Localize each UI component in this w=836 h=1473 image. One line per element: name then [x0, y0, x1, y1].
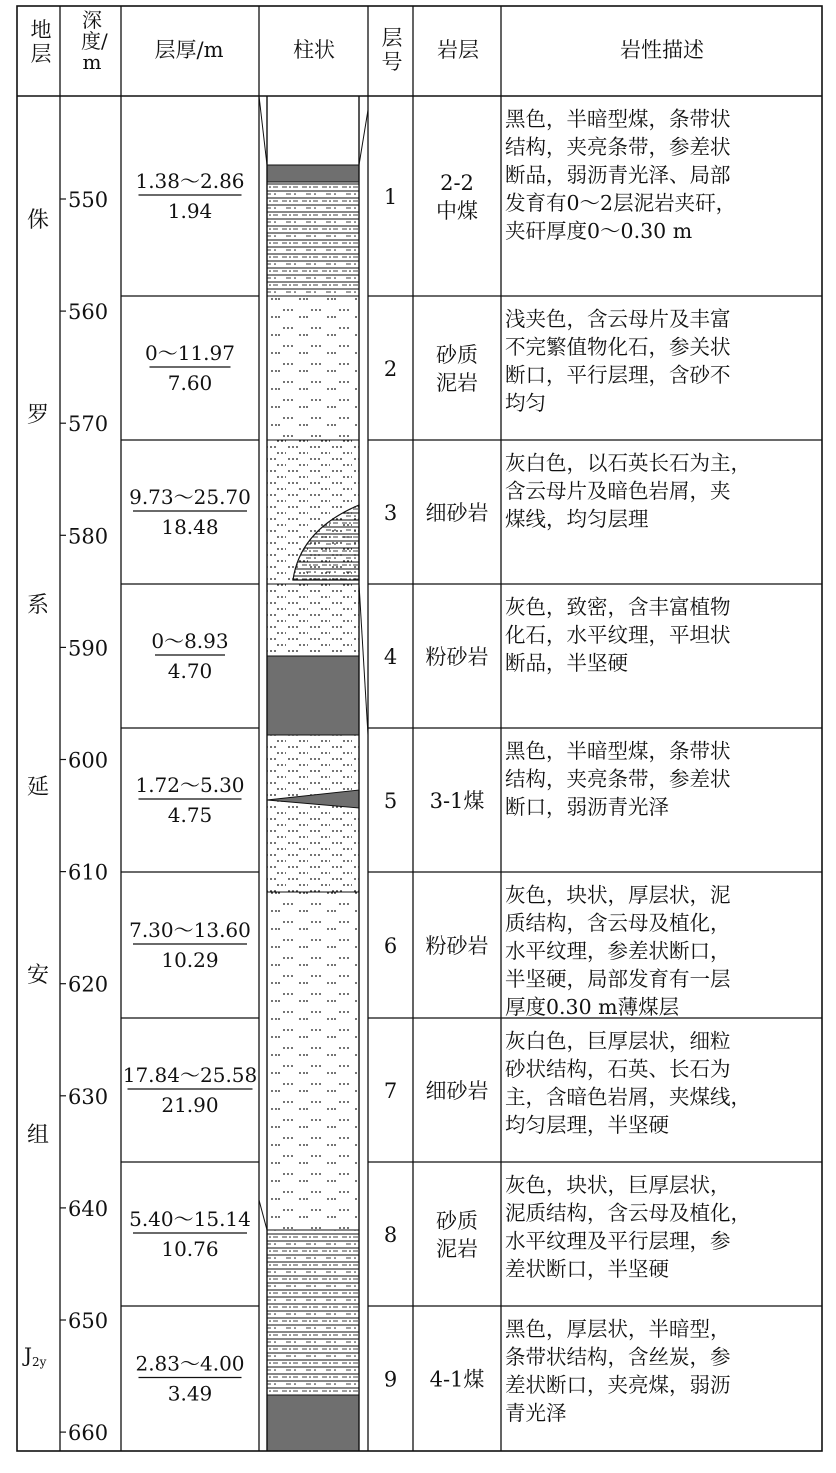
layer-number-9: 9 [383, 1367, 398, 1392]
description-line-2-3: 均匀 [505, 391, 546, 415]
thickness-range-6: 7.30～13.60 [129, 918, 251, 942]
description-line-3-1: 含云母片及暗色岩屑，夹 [505, 479, 731, 503]
description-line-3-0: 灰白色，以石英长石为主， [505, 451, 751, 475]
formation-char-2: 系 [26, 593, 50, 618]
thickness-avg-9: 3.49 [167, 1381, 213, 1406]
rock-name-6-0: 粉砂岩 [425, 934, 489, 958]
description-line-1-0: 黑色，半暗型煤，条带状 [505, 107, 731, 131]
thickness-avg-7: 21.90 [161, 1093, 219, 1117]
depth-tick-label-660: 660 [68, 1421, 109, 1446]
description-line-9-1: 条带状结构，含丝炭，参 [505, 1345, 731, 1369]
rock-name-8-0: 砂质 [436, 1209, 478, 1233]
depth-tick-label-590: 590 [68, 636, 109, 661]
thickness-range-9: 2.83～4.00 [135, 1351, 245, 1376]
description-line-8-0: 灰色，块状，巨厚层状， [505, 1173, 731, 1197]
layer-number-5: 5 [383, 789, 398, 813]
thickness-avg-2: 7.60 [167, 371, 213, 395]
thickness-range-5: 1.72～5.30 [135, 773, 245, 797]
rock-name-5-0: 3-1煤 [429, 789, 485, 813]
formation-char-5: 组 [26, 1123, 50, 1148]
header-formation-text: 地层 [30, 18, 52, 67]
formation-char-4: 安 [26, 963, 50, 988]
rock-name-4-0: 粉砂岩 [425, 645, 489, 669]
thickness-avg-1: 1.94 [167, 199, 213, 223]
thickness-avg-8: 10.76 [161, 1237, 219, 1261]
description-line-6-1: 质结构，含云母及植化， [505, 911, 731, 935]
layer-number-4: 4 [383, 645, 398, 669]
connector-right-a [359, 584, 368, 735]
header-thickness-text: 层厚/m [154, 38, 224, 62]
mudstone-fill-2 [267, 1230, 359, 1395]
description-line-4-1: 化石，水平纹理，平坦状 [505, 623, 731, 647]
rock-name-2-1: 泥岩 [436, 371, 478, 395]
description-line-7-1: 砂状结构，石英、长石为 [505, 1057, 731, 1081]
header-column-text: 柱状 [293, 38, 335, 62]
layer-number-7: 7 [383, 1079, 398, 1103]
depth-tick-label-550: 550 [68, 188, 109, 212]
rock-name-9-0: 4-1煤 [429, 1367, 485, 1392]
thickness-range-2: 0～11.97 [145, 341, 235, 365]
description-line-9-0: 黑色，厚层状，半暗型， [505, 1317, 731, 1341]
thickness-avg-4: 4.70 [167, 659, 213, 683]
thickness-range-7: 17.84～25.58 [122, 1063, 258, 1087]
rock-name-8-1: 泥岩 [436, 1237, 478, 1261]
siltstone-fill-3 [267, 735, 359, 892]
thickness-range-1: 1.38～2.86 [135, 169, 245, 193]
description-line-7-2: 主，含暗色岩屑，夹煤线， [505, 1085, 751, 1109]
description-line-1-1: 结构，夹亮条带，参差状 [505, 135, 731, 159]
coal-seam-2-2 [267, 165, 359, 182]
rock-name-7-0: 细砂岩 [425, 1079, 489, 1103]
description-line-6-2: 水平纹理，参差状断口， [505, 939, 731, 963]
description-line-3-2: 煤线，均匀层理 [505, 507, 649, 531]
thickness-avg-5: 4.75 [167, 803, 213, 827]
description-line-2-0: 浅夹色，含云母片及丰富 [505, 307, 731, 331]
thickness-range-3: 9.73～25.70 [129, 485, 251, 509]
description-line-8-3: 差状断口，半坚硬 [505, 1257, 669, 1281]
rock-name-2-0: 砂质 [436, 343, 478, 367]
mudstone-fill-1 [267, 182, 359, 296]
description-line-6-0: 灰色，块状，厚层状，泥 [505, 883, 731, 907]
layer-number-1: 1 [383, 185, 398, 209]
description-line-9-3: 青光泽 [505, 1401, 567, 1425]
description-line-5-0: 黑色，半暗型煤，条带状 [505, 739, 731, 763]
connector-right-b [359, 110, 368, 165]
formation-char-0: 侏 [26, 208, 50, 233]
depth-tick-label-560: 560 [68, 300, 109, 325]
rock-name-1-1: 中煤 [436, 199, 478, 223]
description-line-4-2: 断品，半坚硬 [505, 651, 628, 675]
thickness-avg-3: 18.48 [161, 515, 219, 539]
formation-code-main: J [24, 1343, 33, 1367]
thickness-range-4: 0～8.93 [151, 629, 229, 653]
description-line-9-2: 差状断口，夹亮煤，弱沥 [505, 1373, 731, 1397]
formation-code [22, 1343, 47, 1369]
description-line-1-3: 发育有0～2层泥岩夹矸， [505, 191, 737, 215]
formation-code-sub: 2y [32, 1355, 47, 1369]
depth-tick-label-630: 630 [68, 1084, 109, 1109]
depth-tick-label-620: 620 [68, 972, 109, 997]
sandstone-fill-1 [267, 296, 359, 440]
description-line-6-3: 半坚硬，局部发育有一层 [505, 967, 731, 991]
header-description-text: 岩性描述 [620, 38, 704, 62]
description-line-2-2: 断口，平行层理，含砂不 [505, 363, 731, 387]
description-line-7-0: 灰白色，巨厚层状，细粒 [505, 1029, 731, 1053]
depth-tick-label-610: 610 [68, 860, 109, 885]
layer-number-6: 6 [383, 934, 398, 958]
depth-tick-label-640: 640 [68, 1196, 109, 1221]
description-line-8-2: 水平纹理及平行层理，参 [505, 1229, 731, 1253]
coal-seam-4-1 [267, 1395, 359, 1451]
depth-tick-label-650: 650 [68, 1309, 109, 1333]
formation-char-3: 延 [26, 775, 50, 800]
layer-number-3: 3 [383, 501, 398, 525]
siltstone-fill-2 [267, 584, 359, 656]
description-line-7-3: 均匀层理，半坚硬 [505, 1113, 669, 1137]
header-depth-text: 深度/m [81, 8, 108, 74]
description-line-5-2: 断口，弱沥青光泽 [505, 795, 669, 819]
thickness-range-8: 5.40～15.14 [129, 1207, 251, 1231]
sandstone-fill-2 [267, 892, 359, 1230]
header-layer-no-text: 层号 [381, 26, 403, 75]
depth-tick-label-570: 570 [68, 412, 109, 437]
description-line-4-0: 灰色，致密，含丰富植物 [505, 595, 731, 619]
coal-seam-upper [267, 656, 359, 735]
rock-name-1-0: 2-2 [440, 171, 474, 195]
description-line-6-4: 厚度0.30 m薄煤层 [505, 995, 680, 1019]
thickness-avg-6: 10.29 [161, 948, 219, 972]
layer-number-8: 8 [383, 1223, 398, 1247]
formation-char-1: 罗 [26, 403, 50, 428]
description-line-2-1: 不完繁值物化石，参关状 [505, 335, 731, 359]
layer-number-2: 2 [383, 357, 398, 381]
depth-tick-label-580: 580 [68, 524, 109, 549]
rock-name-3-0: 细砂岩 [425, 501, 489, 525]
header-lithology-text: 岩层 [437, 38, 479, 62]
description-line-8-1: 泥质结构，含云母及植化， [505, 1201, 751, 1225]
depth-tick-label-600: 600 [68, 748, 109, 773]
connector-left-b [259, 1200, 267, 1230]
description-line-5-1: 结构，夹亮条带，参差状 [505, 767, 731, 791]
description-line-1-2: 断品，弱沥青光泽、局部 [505, 163, 731, 187]
description-line-1-4: 夹矸厚度0～0.30 m [505, 219, 693, 243]
connector-left-a [259, 96, 267, 165]
